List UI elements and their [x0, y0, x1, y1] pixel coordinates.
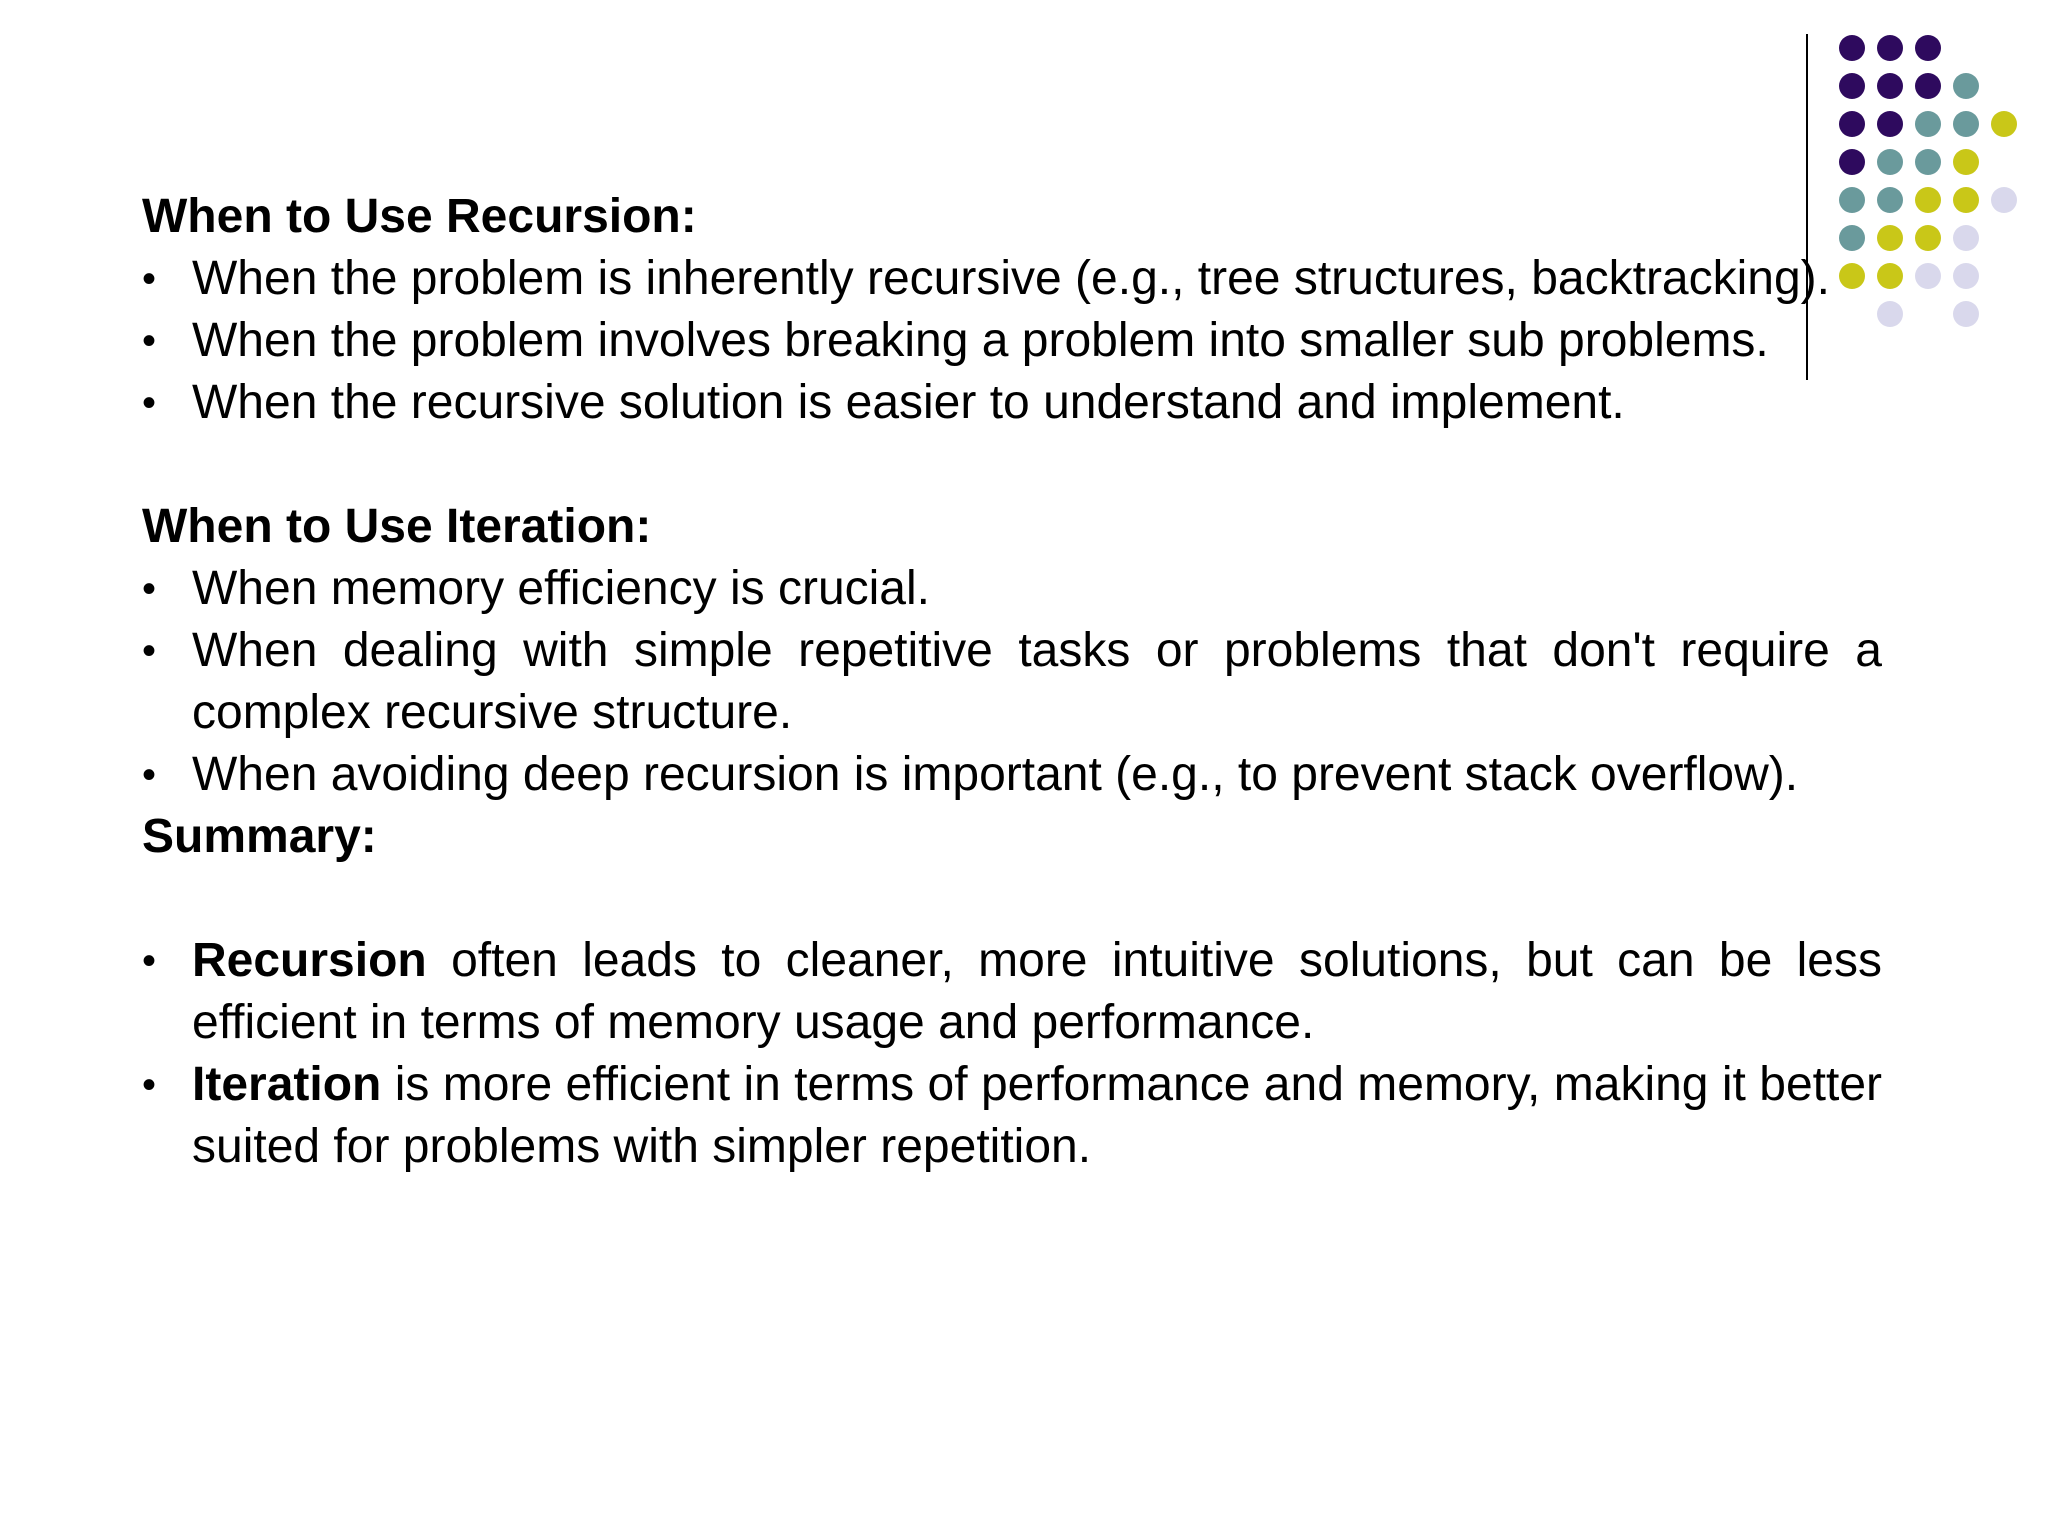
spacer [142, 868, 1882, 930]
recursion-heading: When to Use Recursion: [142, 190, 697, 243]
summary-term: Recursion [192, 934, 427, 987]
summary-text: is more efficient in terms of performance and memory, making it better suited for problems with simpler repetition. [192, 1058, 1882, 1173]
summary-text: often leads to cleaner, more intuitive solutions, but can be less efficient in terms of memory usage and performance. [192, 934, 1882, 1049]
decorative-dot [1915, 111, 1941, 137]
decorative-dot [1915, 149, 1941, 175]
decorative-dot [1839, 73, 1865, 99]
decorative-dot [1877, 111, 1903, 137]
decorative-dot [1915, 263, 1941, 289]
decorative-dot [1915, 35, 1941, 61]
list-item: • When memory efficiency is crucial. [142, 558, 1882, 620]
list-item: • When the problem is inherently recursive (e.g., tree structures, backtracking). [142, 248, 1882, 310]
list-item: • When dealing with simple repetitive tasks or problems that don't require a complex recursive structure. [142, 620, 1882, 744]
decorative-dot [1953, 187, 1979, 213]
recursion-list [142, 248, 1882, 434]
decorative-dot [1953, 301, 1979, 327]
decorative-dot [1915, 187, 1941, 213]
decorative-dot [1953, 263, 1979, 289]
list-item: • When the problem involves breaking a problem into smaller sub problems. [142, 310, 1882, 372]
decorative-dot [1953, 111, 1979, 137]
decorative-dot [1953, 225, 1979, 251]
decorative-dot [1991, 111, 2017, 137]
decorative-dot [1915, 225, 1941, 251]
summary-term: Iteration [192, 1058, 382, 1111]
decorative-dot [1877, 149, 1903, 175]
summary-list [142, 930, 1882, 1178]
list-item [142, 1054, 1882, 1178]
decorative-dot [1839, 149, 1865, 175]
slide-content [142, 186, 1882, 1178]
decorative-dot [1839, 111, 1865, 137]
list-item [142, 930, 1882, 1054]
list-item: • When avoiding deep recursion is important (e.g., to prevent stack overflow). [142, 744, 1882, 806]
decorative-dot [1877, 73, 1903, 99]
decorative-dot [1953, 73, 1979, 99]
decorative-dot [1915, 73, 1941, 99]
list-item: • When the recursive solution is easier to understand and implement. [142, 372, 1882, 434]
summary-heading: Summary: [142, 810, 377, 863]
iteration-list [142, 558, 1882, 806]
decorative-dot [1991, 187, 2017, 213]
spacer [142, 434, 1882, 496]
decorative-dot [1839, 35, 1865, 61]
decorative-dot [1953, 149, 1979, 175]
decorative-dot [1877, 35, 1903, 61]
iteration-heading: When to Use Iteration: [142, 500, 652, 553]
